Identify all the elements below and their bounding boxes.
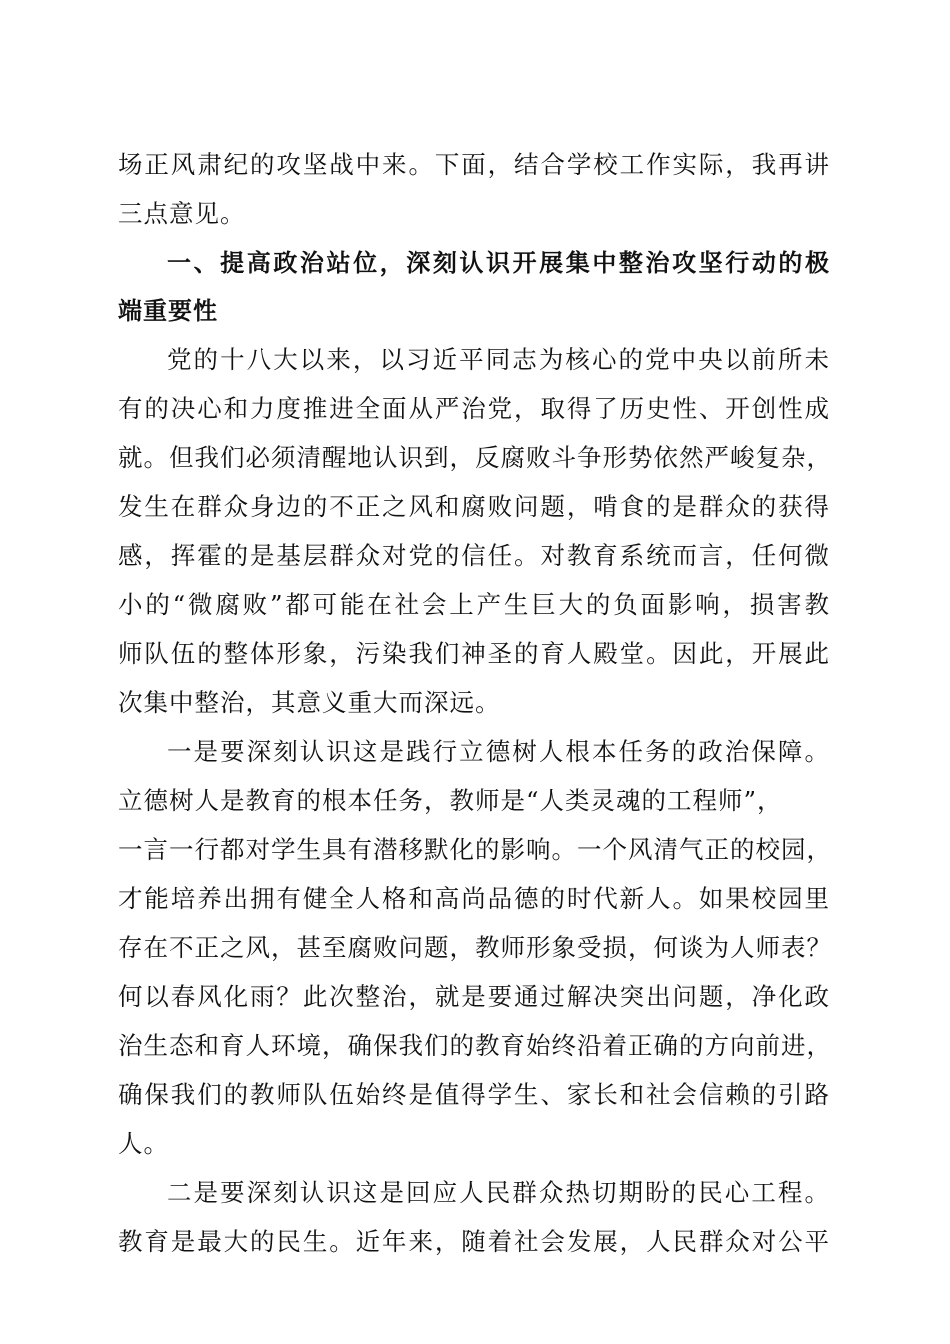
text-line: 场正风肃纪的攻坚战中来。下面，结合学校工作实际，我再讲: [118, 150, 830, 179]
text-line: 小的“微腐败”都可能在社会上产生巨大的负面影响，损害教: [118, 590, 830, 619]
heading-line: 一、提高政治站位，深刻认识开展集中整治攻坚行动的极: [167, 249, 830, 277]
text-line: 师队伍的整体形象，污染我们神圣的育人殿堂。因此，开展此: [118, 639, 830, 668]
text-line: 治生态和育人环境，确保我们的教育始终沿着正确的方向前进，: [118, 1031, 832, 1060]
text-line: 教育是最大的民生。近年来，随着社会发展，人民群众对公平: [118, 1227, 830, 1256]
text-line: 二是要深刻认识这是回应人民群众热切期盼的民心工程。: [167, 1178, 830, 1207]
text-line: 存在不正之风，甚至腐败问题，教师形象受损，何谈为人师表？: [118, 933, 832, 962]
text-line: 三点意见。: [118, 199, 246, 228]
text-line: 党的十八大以来，以习近平同志为核心的党中央以前所未: [167, 345, 830, 374]
text-line: 确保我们的教师队伍始终是值得学生、家长和社会信赖的引路: [118, 1080, 830, 1109]
text-line: 一是要深刻认识这是践行立德树人根本任务的政治保障。: [167, 737, 830, 766]
text-line: 就。但我们必须清醒地认识到，反腐败斗争形势依然严峻复杂，: [118, 443, 832, 472]
text-line: 感，挥霍的是基层群众对党的信任。对教育系统而言，任何微: [118, 541, 830, 570]
heading-line: 端重要性: [118, 297, 218, 325]
text-line: 发生在群众身边的不正之风和腐败问题，啃食的是群众的获得: [118, 492, 830, 521]
text-line: 次集中整治，其意义重大而深远。: [118, 688, 501, 717]
text-line: 何以春风化雨？此次整治，就是要通过解决突出问题，净化政: [118, 982, 830, 1011]
text-line: 才能培养出拥有健全人格和高尚品德的时代新人。如果校园里: [118, 884, 830, 913]
text-line: 人。: [118, 1129, 169, 1158]
text-line: 一言一行都对学生具有潜移默化的影响。一个风清气正的校园，: [118, 835, 832, 864]
text-line: 立德树人是教育的根本任务，教师是“人类灵魂的工程师”，: [118, 786, 783, 815]
text-line: 有的决心和力度推进全面从严治党，取得了历史性、开创性成: [118, 394, 830, 423]
